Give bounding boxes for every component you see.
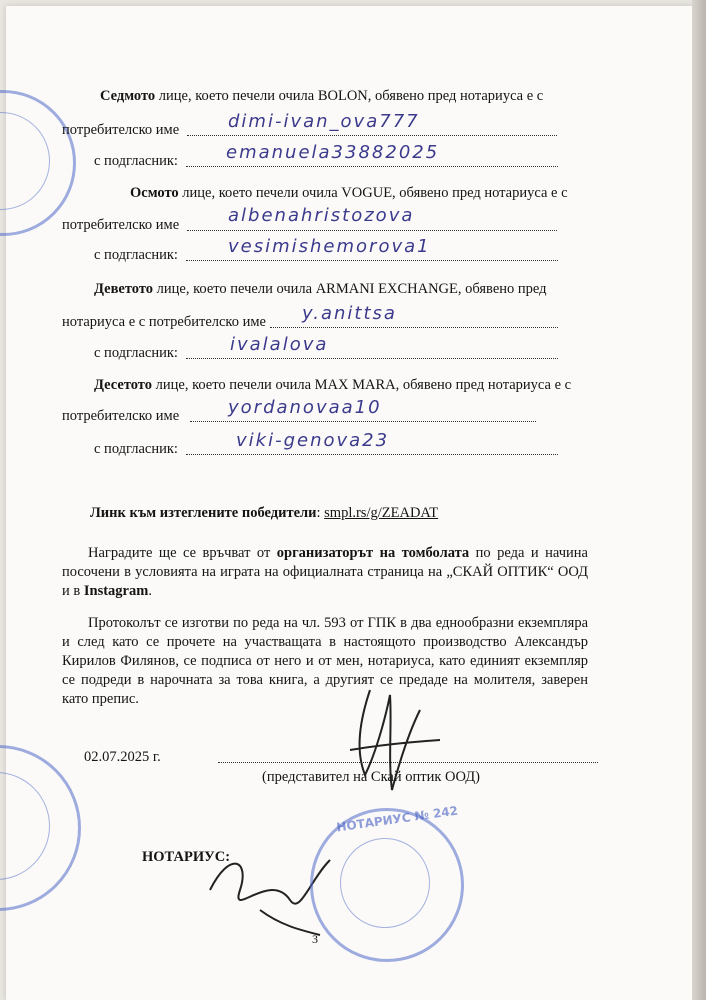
- winner-8-intro: Осмото лице, което печели очила VOGUE, обявено пред нотариуса е с: [130, 185, 568, 201]
- winner-9-runner-label: с подгласник:: [94, 345, 178, 361]
- page-number: 3: [312, 932, 318, 946]
- winner-10-runner-dots: [186, 454, 558, 455]
- winner-7-runner-label: с подгласник:: [94, 153, 178, 169]
- winner-9-user-label: нотариуса е с потребителско име: [62, 314, 266, 330]
- page-edge: [692, 0, 706, 1000]
- winner-7-username: dimi-ivan_ova777: [228, 111, 420, 132]
- winner-10-runner-up: viki-genova23: [236, 430, 390, 451]
- signature-mark: [330, 680, 450, 810]
- winner-10-intro: Десетото лице, което печели очила MAX MARA, обявено пред нотариуса е с: [94, 377, 572, 393]
- winner-7-intro: Седмото лице, което печели очила BOLON, обявено пред нотариуса е с: [100, 88, 544, 104]
- winner-8-runner-label: с подгласник:: [94, 247, 178, 263]
- winner-10-user-dots: [190, 421, 536, 422]
- winner-10-user-label: потребителско име: [62, 408, 180, 424]
- prizes-paragraph: Наградите ще се връчват от организаторът на томболата по реда и начина посочени в условията на играта на официалната страница на „СКАЙ ОПТИК“ ООД и в Instagram.: [62, 545, 588, 599]
- winner-8-user-dots: [187, 230, 557, 231]
- winner-9-intro: Деветото лице, което печели очила ARMANI EXCHANGE, обявено пред: [94, 281, 547, 297]
- winners-link-line: Линк към изтеглените победители: smpl.rs/g/ZEADAT: [90, 505, 439, 521]
- winner-10-runner-label: с подгласник:: [94, 441, 178, 457]
- winner-7-runner-up: emanuela33882025: [226, 142, 440, 163]
- winner-7-user-dots: [187, 135, 557, 136]
- notary-stamp-text: НОТАРИУС № 242: [335, 803, 459, 835]
- notary-stamp-inner: [340, 838, 430, 928]
- document-date: 02.07.2025 г.: [84, 749, 161, 765]
- winner-8-user-label: потребителско име: [62, 217, 180, 233]
- winner-7-user-label: потребителско име: [62, 122, 180, 138]
- winner-9-runner-dots: [186, 358, 558, 359]
- winner-9-runner-up: ivalalova: [230, 334, 329, 355]
- winner-8-runner-dots: [186, 260, 558, 261]
- winner-8-runner-up: vesimishemorova1: [228, 236, 431, 257]
- winner-9-user-dots: [270, 327, 558, 328]
- winner-8-username: albenahristozova: [228, 205, 415, 226]
- notary-label: НОТАРИУС:: [142, 849, 231, 865]
- winner-10-username: yordanovaa10: [228, 397, 382, 418]
- winner-9-username: y.anittsa: [302, 303, 397, 324]
- winner-7-runner-dots: [186, 166, 558, 167]
- signatory-caption: (представител на Скай оптик ООД): [262, 769, 480, 785]
- winners-link[interactable]: smpl.rs/g/ZEADAT: [324, 505, 439, 521]
- protocol-paragraph: Протоколът се изготви по реда на чл. 593 от ГПК в два еднообразни екземпляра и след като се прочете на участващата в настоящото производство Александър Кирилов Филянов, се подписа от него и от мен, нотариуса, като единият екземпляр се подреди в нарочната за това книга, а другият се предаде на молителя, заверен като препис.: [62, 615, 588, 707]
